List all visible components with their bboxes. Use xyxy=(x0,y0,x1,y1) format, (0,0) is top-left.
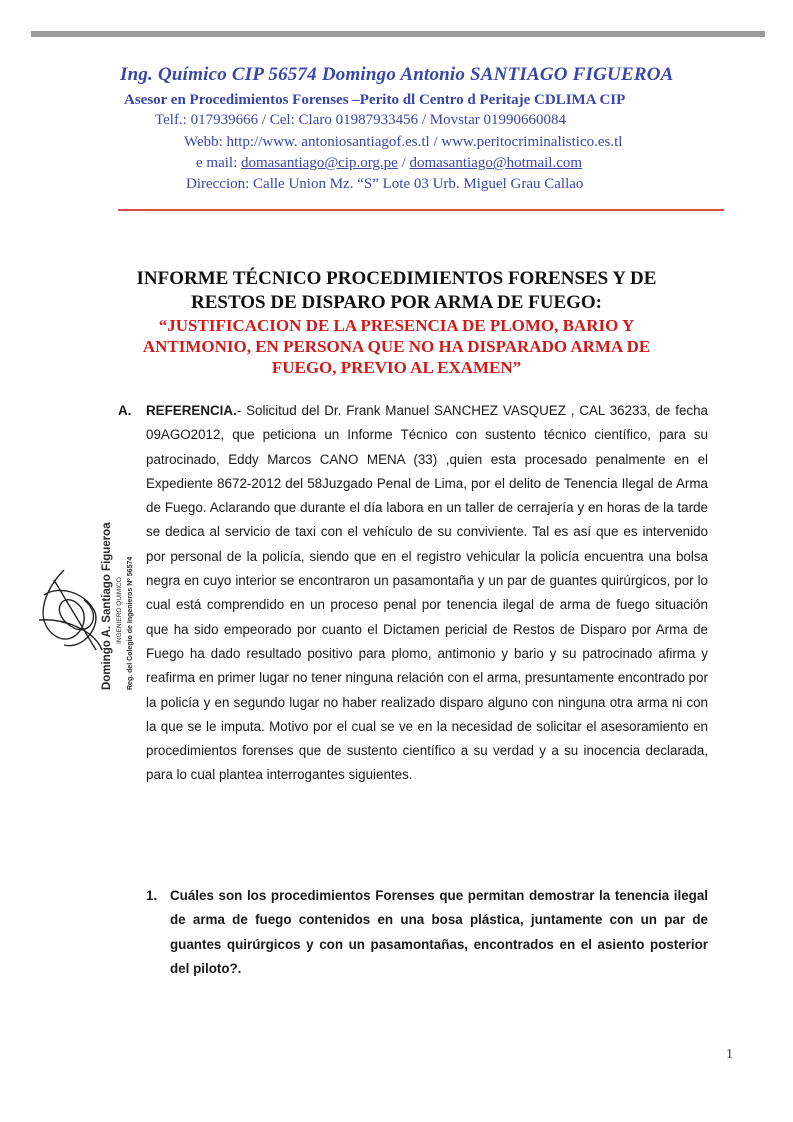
letterhead-role: Asesor en Procedimientos Forenses –Perito dl Centro d Peritaje CDLIMA CIP xyxy=(124,92,626,108)
section-text: - Solicitud del Dr. Frank Manuel SANCHEZ VASQUEZ , CAL 36233, de fecha 09AGO2012, que peticiona un Informe Técnico con sustento técnico científico, para su patrocinado, Eddy Marcos CANO MENA (33) ,quien esta procesado penalmente en el Expediente 8672-2012 del 58Juzgado Penal de Lima, por el delito de Tenencia Ilegal de Arma de Fuego. Aclarando que durante el día labora en un taller de cerrajería y en horas de la tarde se dedica al servicio de taxi con el vehículo de su conviviente. Tal es así que es intervenido por personal de la policía, siendo que en el registro vehicular la policía encuentra una bolsa negra en cuyo interior se encontraron un pasamontaña y un par de guantes quirúrgicos, por lo cual está comprendido en un proceso penal por tenencia ilegal de arma de fuego situación que ha sido empeorado por cuanto el Dictamen pericial de Restos de Disparo por Arma de Fuego ha dado resultado positivo para plomo, antimonio y bario y su patrocinado afirma y reafirma en primer lugar no tener ninguna relación con el arma, presuntamente encontrado por la policía y en segundo lugar no haber realizado disparo alguno con ninguna otra arma ni con la que se le imputa. Motivo por el cual se ve en la necesidad de solicitar el asesoramiento en procedimientos forenses que de sustento científico a su verdad y a su inocencia declarada, para lo cual plantea interrogantes siguientes. xyxy=(146,403,708,783)
signature-scribble xyxy=(39,570,102,650)
email-link-cip[interactable]: domasantiago@cip.org.pe xyxy=(241,155,398,171)
letterhead-name: Ing. Químico CIP 56574 Domingo Antonio SANTIAGO FIGUEROA xyxy=(120,64,674,85)
signature-stamp xyxy=(24,500,154,700)
email-prefix: e mail: xyxy=(196,155,241,171)
report-title xyxy=(0,267,793,378)
section-body xyxy=(146,399,708,788)
question-text: Cuáles son los procedimientos Forenses que permitan demostrar la tenencia ilegal de arma de fuego contenidos en una bosa plástica, juntamente con un par de guantes quirúrgicos y con un pasamontañas, encontrados en el asiento posterior del piloto?. xyxy=(170,888,708,976)
stamp-registration: Reg. del Colegio de Ingenieros Nº 56574 xyxy=(127,556,134,690)
stamp-title: INGENIERO QUIMICO xyxy=(116,577,123,644)
letterhead-web: Webb: http://www. antoniosantiagof.es.tl / www.peritocriminalistico.es.tl xyxy=(184,134,623,150)
section-heading: REFERENCIA. xyxy=(146,403,237,418)
letterhead-divider xyxy=(118,209,724,211)
letterhead-address: Direccion: Calle Union Mz. “S” Lote 03 Urb. Miguel Grau Callao xyxy=(186,176,584,192)
section-letter: A. xyxy=(118,403,132,418)
subtitle-line-3: FUEGO, PREVIO AL EXAMEN” xyxy=(271,358,522,377)
question-1 xyxy=(146,884,708,981)
page-number: 1 xyxy=(726,1047,733,1062)
page-top-rule xyxy=(31,31,765,37)
letterhead-phone: Telf.: 017939666 / Cel: Claro 01987933456 / Movstar 01990660084 xyxy=(155,112,567,128)
title-line-2: RESTOS DE DISPARO POR ARMA DE FUEGO: xyxy=(190,292,602,313)
letterhead-email xyxy=(196,155,582,172)
stamp-name: Domingo A. Santiago Figueroa xyxy=(101,522,113,690)
email-link-hotmail[interactable]: domasantiago@hotmail.com xyxy=(409,155,583,171)
subtitle-line-2: ANTIMONIO, EN PERSONA QUE NO HA DISPARADO ARMA DE xyxy=(142,337,651,356)
title-line-1: INFORME TÉCNICO PROCEDIMIENTOS FORENSES Y DE xyxy=(136,268,657,289)
subtitle-line-1: “JUSTIFICACION DE LA PRESENCIA DE PLOMO, BARIO Y xyxy=(158,316,635,335)
section-referencia xyxy=(118,399,708,788)
email-separator: / xyxy=(397,155,410,171)
question-number: 1. xyxy=(146,888,158,903)
